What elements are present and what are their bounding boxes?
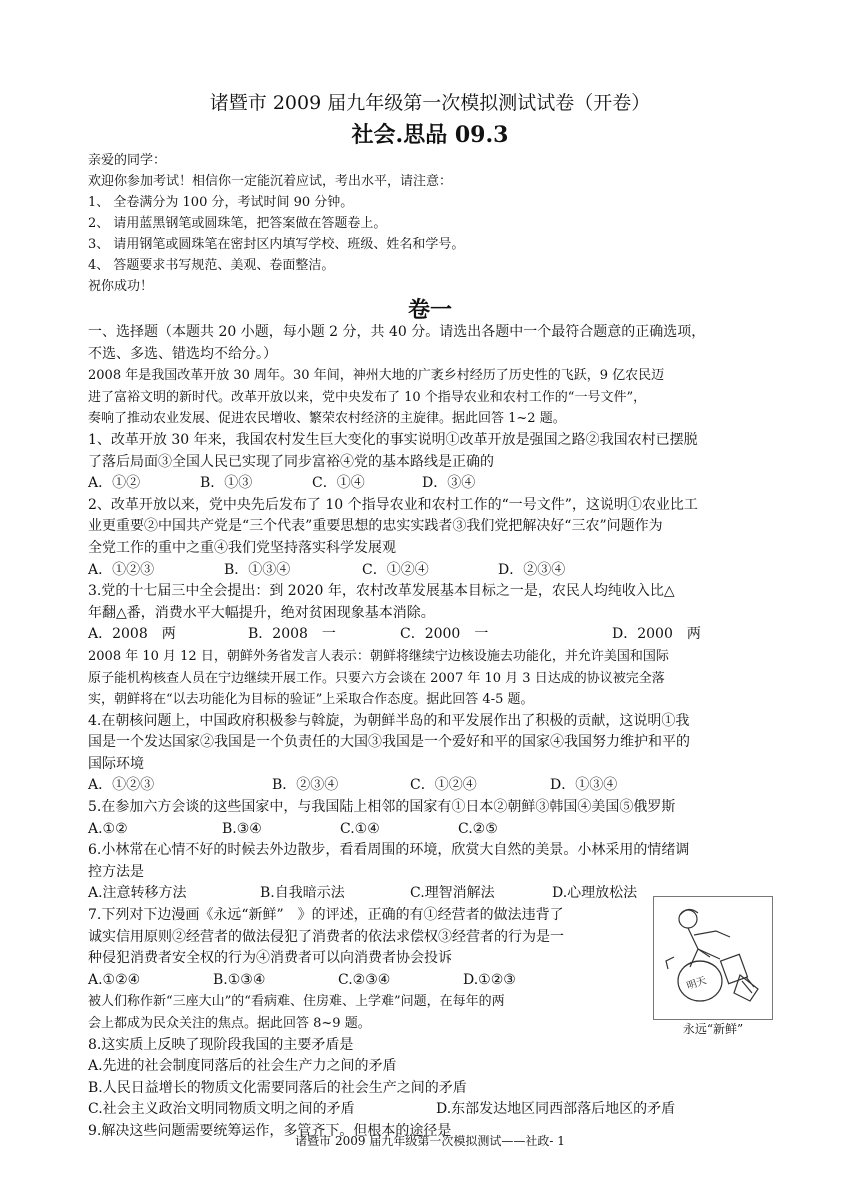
option[interactable]: A.①② [88,820,128,837]
option[interactable]: C．①④ [312,475,365,492]
note-item: 3、 请用钢笔或圆珠笔在密封区内填写学校、班级、姓名和学号。 [88,237,465,252]
option[interactable]: D．①③④ [550,777,618,794]
material-text: 会上都成为民众关注的焦点。据此回答 8~9 题。 [88,1016,371,1031]
intro-block [88,150,788,297]
page-footer: 诸暨市 2009 届九年级第一次模拟测试——社政- 1 [295,1134,565,1148]
option[interactable]: C．①②④ [410,777,477,794]
option[interactable]: A.注意转移方法 [88,885,187,902]
question-7-stem: 诚实信用原则②经营者的做法侵犯了消费者的依法求偿权③经营者的行为是一 [88,928,564,945]
question-3-stem: 年翻△番，消费水平大幅提升，绝对贫困现象基本消除。 [88,604,435,621]
option[interactable]: B.人民日益增长的物质文化需要同落后的社会生产之间的矛盾 [88,1079,467,1096]
question-7-stem: 7.下列对下边漫画《永远“新鲜” 》的评述，正确的有①经营者的做法违背了 [88,907,564,924]
option[interactable]: A．2008 两 [88,626,176,643]
cartoon-image [653,896,773,1020]
question-7-stem: 种侵犯消费者安全权的行为④消费者可以向消费者协会投诉 [88,950,452,967]
option[interactable]: B．2008 一 [248,626,336,643]
question-4-stem: 国际环境 [88,755,144,772]
material-text: 实，朝鲜将在“以去功能化为目标的验证”上采取合作态度。据此回答 4-5 题。 [88,692,534,708]
exam-subtitle: 社会.思品 09.3 [351,122,509,148]
question-2-options [88,560,788,582]
option[interactable]: B.自我暗示法 [260,885,345,902]
question-9-stem: 9.解决这些问题需要统筹运作，多管齐下。但根本的途径是 [88,1122,452,1139]
exam-title: 诸暨市 2009 届九年级第一次模拟测试试卷（开卷） [209,92,651,114]
option[interactable]: A.先进的社会制度同落后的社会生产力之间的矛盾 [88,1058,397,1075]
option[interactable]: A．①②③ [88,561,155,578]
question-5-stem: 5.在参加六方会谈的这些国家中，与我国陆上相邻的国家有①日本②朝鲜③韩国④美国⑤俄罗斯 [88,799,676,816]
option[interactable]: C.②③④ [338,971,391,988]
option[interactable]: C.②⑤ [458,820,498,837]
question-8-stem: 8.这实质上反映了现阶段我国的主要矛盾是 [88,1036,354,1053]
question-6-stem: 控方法是 [88,863,144,880]
option[interactable]: B.①③④ [213,971,266,988]
closing-text: 祝你成功！ [88,279,154,294]
note-item: 4、 答题要求书写规范、美观、卷面整洁。 [88,258,335,273]
question-5-options [88,819,788,841]
question-2-stem: 全党工作的重中之重④我们党坚持落实科学发展观 [88,539,396,556]
material-text: 奏响了推动农业发展、促进农民增收、繁荣农村经济的主旋律。据此回答 1~2 题。 [88,411,566,427]
material-text: 原子能机构核查人员在宁边继续开展工作。只要六方会谈在 2007 年 10 月 3 日达成的协议被完全落 [88,670,665,686]
note-item: 2、 请用蓝黑钢笔或圆珠笔，把答案做在答题卷上。 [88,216,387,231]
option[interactable]: D．③④ [422,475,476,492]
option[interactable]: D．2000 两 [612,626,701,643]
option[interactable]: B．①③ [200,475,253,492]
question-2-stem: 业更重要②中国共产党是“三个代表”重要思想的忠实实践者③我们党把解决好“三农”问题作为 [88,518,663,535]
option[interactable]: A.①②④ [88,971,141,988]
option[interactable]: C．①②④ [362,561,429,578]
material-text: 2008 年 10 月 12 日，朝鲜外务省发言人表示：朝鲜将继续宁边核设施去功能化，并允许美国和国际 [88,648,669,664]
option[interactable]: C.社会主义政治文明同物质文明之间的矛盾 [88,1101,355,1118]
question-1-stem: 1、改革开放 30 年来，我国农村发生巨大变化的事实说明①改革开放是强国之路②我国农村已摆脱 [88,431,698,448]
question-3-options [88,624,788,646]
question-4-stem: 4.在朝核问题上，中国政府积极参与斡旋，为朝鲜半岛的和平发展作出了积极的贡献，这说明①我 [88,712,690,729]
question-4-options [88,775,788,797]
option[interactable]: C.理智消解法 [410,885,495,902]
note-item: 1、 全卷满分为 100 分，考试时间 90 分钟。 [88,195,354,210]
option[interactable]: A．①② [88,475,141,492]
option[interactable]: D.心理放松法 [552,885,638,902]
option[interactable]: C.①④ [340,820,380,837]
section-instructions: 不选、多选、错选均不给分。） [88,345,277,362]
greeting: 亲爱的同学： [88,153,167,168]
section-title: 卷一 [407,297,452,323]
option[interactable]: B.③④ [222,820,262,837]
material-text: 进了富裕文明的新时代。改革开放以来，党中央发布了 10 个指导农业和农村工作的“一号文件”， [88,389,647,405]
option[interactable]: B．②③④ [272,777,339,794]
question-3-stem: 3.党的十七届三中全会提出：到 2020 年，农村改革发展基本目标之一是，农民人均纯收入比△ [88,583,675,600]
question-1-options [88,473,788,495]
option[interactable]: A．①②③ [88,777,155,794]
option[interactable]: D.东部发达地区同西部落后地区的矛盾 [436,1101,676,1118]
question-6-stem: 6.小林常在心情不好的时候去外边散步，看看周围的环境，欣赏大自然的美景。小林采用的情绪调 [88,842,690,859]
material-text: 被人们称作新“三座大山”的“看病难、住房难、上学难”问题，在每年的两 [88,994,505,1010]
option[interactable]: C．2000 一 [400,626,489,643]
cartoon-drawing [654,897,772,1019]
option[interactable]: B．①③④ [224,561,291,578]
cartoon-sign-text: 明天 [685,975,709,993]
question-8-options [88,1099,788,1121]
question-4-stem: 国是一个发达国家②我国是一个负责任的大国③我国是一个爱好和平的国家④我国努力维护和平的 [88,734,690,751]
question-2-stem: 2、改革开放以来，党中央先后发布了 10 个指导农业和农村工作的“一号文件”，这说明①农业比工 [88,496,698,513]
option[interactable]: D.①②③ [463,971,516,988]
section-instructions: 一、选择题（本题共 20 小题，每小题 2 分，共 40 分。请选出各题中一个最符合题意的正确选项， [88,324,706,340]
material-text: 2008 年是我国改革开放 30 周年。30 年间，神州大地的广袤乡村经历了历史性的飞跃，9 亿农民迈 [88,368,665,384]
welcome-text: 欢迎你参加考试！相信你一定能沉着应试，考出水平，请注意： [88,174,453,189]
option[interactable]: D．②③④ [498,561,566,578]
cartoon-caption: 永远“新鲜” [682,1022,744,1036]
question-1-stem: 了落后局面③全国人民已实现了同步富裕④党的基本路线是正确的 [88,453,494,470]
